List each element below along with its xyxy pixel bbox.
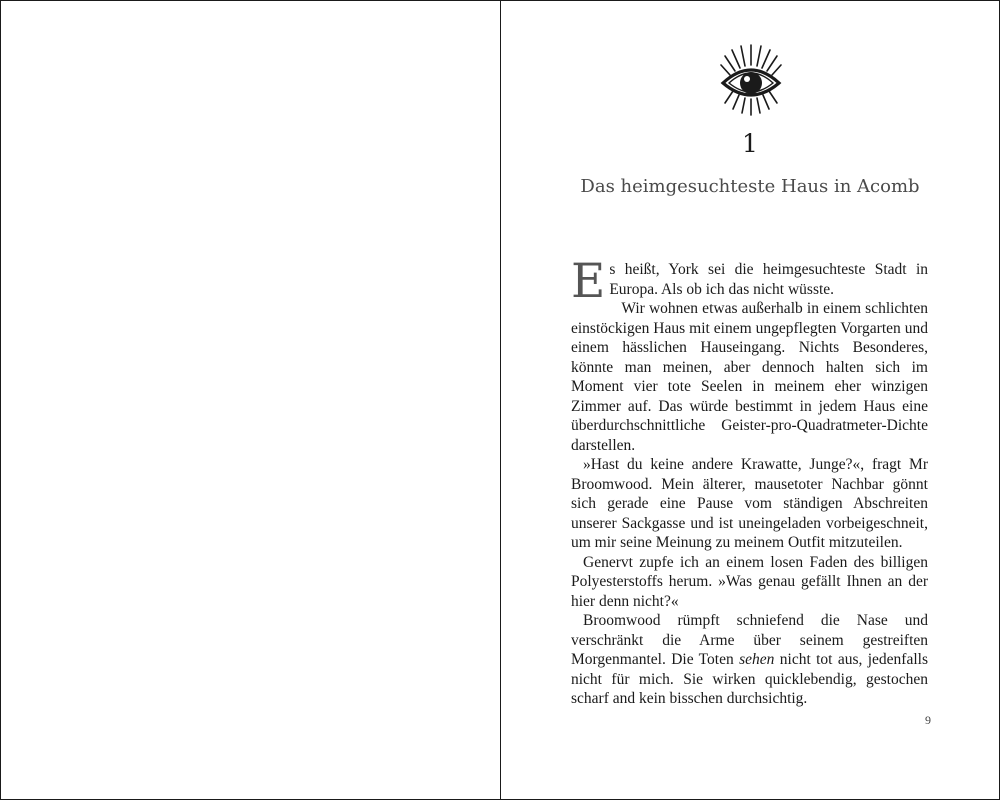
left-page [1, 1, 500, 799]
paragraph: »Hast du keine andere Krawatte, Junge?«, fragt Mr Broomwood. Mein älterer, mausetoter Nachbar gönnt sich gerade eine Pause vom ständigen Abschreiten unserer Sackgasse und ist uneingeladen vorbeigeschneit, um mir seine Meinung zu meinem Outfit mitzuteilen. [571, 456, 928, 551]
paragraph-text: Broomwood rümpft schniefend die Nase und verschränkt die Arme über seinem gestreiften Morgenmantel. Die Toten [571, 612, 928, 668]
paragraph-text: s heißt, York sei die heimgesuchteste Stadt in Europa. Als ob ich das nicht wüsste. [609, 261, 928, 298]
paragraph-text: nicht tot aus, jedenfalls nicht für mich. Sie wirken quicklebendig, gestochen scharf and kein bisschen durchsichtig. [571, 651, 928, 707]
eye-icon [719, 43, 783, 117]
paragraph: Wir wohnen etwas außerhalb in einem schlichten einstöckigen Haus mit einem ungepflegten Vorgarten und einem hässlichen Hauseingang. Nichts Besonderes, könnte man meinen, aber dennoch halten sich im Moment vier tote Seelen in meinem eher winzigen Zimmer auf. Das würde bestimmt in jedem Haus eine überdurchschnittliche Geister-pro-Quadratmeter-Dichte darstellen. [571, 300, 928, 454]
chapter-title: Das heimgesuchteste Haus in Acomb [580, 176, 920, 197]
body-text [571, 254, 928, 709]
right-page [501, 1, 999, 799]
page-number: 9 [925, 713, 931, 727]
chapter-number: 1 [742, 129, 758, 158]
emphasis-text: sehen [739, 651, 775, 668]
paragraph [571, 611, 928, 709]
paragraph: Genervt zupfe ich an einem losen Faden des billigen Polyesterstoffs herum. »Was genau gefällt Ihnen an der hier denn nicht?« [571, 553, 928, 610]
drop-cap: E [571, 254, 606, 309]
paragraph [571, 254, 928, 309]
